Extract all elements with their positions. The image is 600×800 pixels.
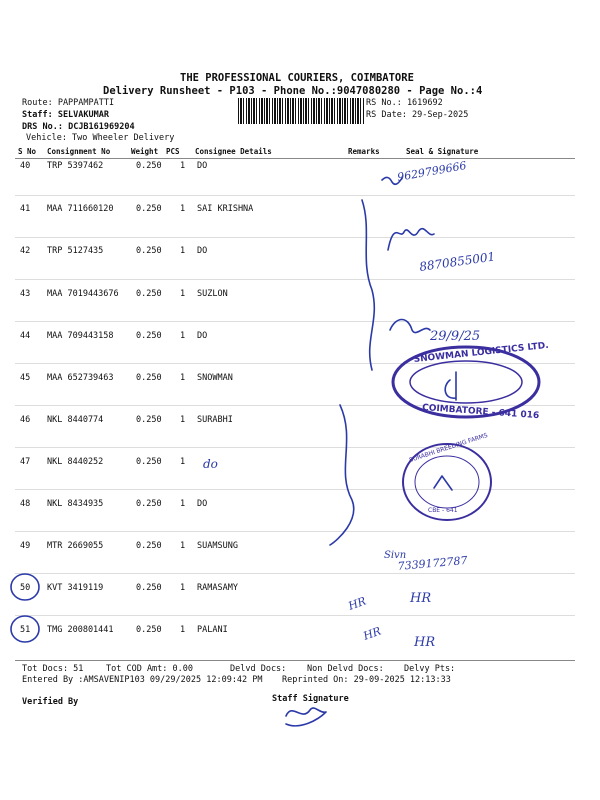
row-weight: 0.250 bbox=[136, 457, 162, 467]
handwritten-phone-1: 9629799666 bbox=[396, 158, 468, 184]
row-consignee: RAMASAMY bbox=[197, 583, 238, 593]
row-sno: 48 bbox=[20, 499, 31, 509]
col-seal-signature: Seal & Signature bbox=[406, 147, 479, 156]
stamp-top-text: SNOWMAN LOGISTICS LTD. bbox=[413, 340, 550, 365]
row-pcs: 1 bbox=[180, 457, 186, 467]
row-consignee: DO bbox=[197, 161, 208, 171]
row-weight: 0.250 bbox=[136, 289, 162, 299]
row-consignment: MAA 652739463 bbox=[47, 373, 114, 383]
signature-mark bbox=[445, 372, 456, 400]
stamp-inner-ring bbox=[410, 361, 522, 403]
handwritten-hr: HR bbox=[414, 635, 436, 650]
reprinted-on: Reprinted On: 29-09-2025 12:13:33 bbox=[282, 675, 451, 685]
row-sno: 50 bbox=[20, 583, 31, 593]
row-sno: 43 bbox=[20, 289, 31, 299]
row-pcs: 1 bbox=[180, 415, 186, 425]
non-delvd-docs: Non Delvd Docs: bbox=[307, 664, 384, 674]
row-consignee: SAI KRISHNA bbox=[197, 204, 254, 214]
row-consignment: MAA 709443158 bbox=[47, 331, 114, 341]
handwritten-name: Sivn bbox=[384, 550, 407, 561]
row-consignment: NKL 8440774 bbox=[47, 415, 104, 425]
row-consignment: KVT 3419119 bbox=[47, 583, 104, 593]
col-consignment: Consignment No bbox=[47, 147, 111, 156]
stamp-bottom-text: COIMBATORE - 641 016 bbox=[421, 403, 540, 422]
route-label: Route: PAPPAMPATTI bbox=[22, 98, 115, 108]
row-weight: 0.250 bbox=[136, 583, 162, 593]
row-pcs: 1 bbox=[180, 161, 186, 171]
row-consignee: PALANI bbox=[197, 625, 228, 635]
row-sno: 47 bbox=[20, 457, 31, 467]
row-pcs: 1 bbox=[180, 541, 186, 551]
row-sno: 51 bbox=[20, 625, 31, 635]
row-sno: 45 bbox=[20, 373, 31, 383]
stamp-bottom-text: CBE - 641 bbox=[428, 507, 458, 514]
row-pcs: 1 bbox=[180, 373, 186, 383]
row-consignment: NKL 8440252 bbox=[47, 457, 104, 467]
row-weight: 0.250 bbox=[136, 373, 162, 383]
row-consignee: SNOWMAN bbox=[197, 373, 233, 383]
signature-mark bbox=[390, 320, 430, 333]
delvy-pts: Delvy Pts: bbox=[404, 664, 456, 674]
staff-label: Staff: SELVAKUMAR bbox=[22, 110, 109, 120]
staff-signature-label: Staff Signature bbox=[272, 694, 349, 704]
staff-signature-mark bbox=[286, 708, 326, 726]
row-weight: 0.250 bbox=[136, 625, 162, 635]
row-consignment: MTR 2669055 bbox=[47, 541, 104, 551]
row-consignee: SUAMSUNG bbox=[197, 541, 238, 551]
row-weight: 0.250 bbox=[136, 246, 162, 256]
stamp-top-text: SURABHI BREEDING FARMS bbox=[408, 431, 489, 464]
row-weight: 0.250 bbox=[136, 415, 162, 425]
row-sno: 46 bbox=[20, 415, 31, 425]
row-sno: 42 bbox=[20, 246, 31, 256]
bracket-stroke bbox=[330, 405, 354, 545]
handwritten-date: 29/9/25 bbox=[430, 329, 481, 344]
drs-label-text: DRS No.: bbox=[22, 122, 63, 132]
col-consignee: Consignee Details bbox=[195, 147, 272, 156]
footer-divider bbox=[15, 660, 575, 661]
handwritten-hr: HR bbox=[346, 594, 368, 613]
row-pcs: 1 bbox=[180, 331, 186, 341]
row-sno: 41 bbox=[20, 204, 31, 214]
tot-docs: Tot Docs: 51 bbox=[22, 664, 84, 674]
handwritten-phone-3: 7339172787 bbox=[397, 553, 468, 573]
row-consignee: SURABHI bbox=[197, 415, 233, 425]
row-consignment: TRP 5397462 bbox=[47, 161, 104, 171]
delvd-docs: Delvd Docs: bbox=[230, 664, 287, 674]
row-weight: 0.250 bbox=[136, 161, 162, 171]
verified-by: Verified By bbox=[22, 697, 79, 707]
row-sno: 49 bbox=[20, 541, 31, 551]
drs-number: DCJB161969204 bbox=[68, 122, 135, 132]
row-consignment: TMG 200801441 bbox=[47, 625, 114, 635]
handwritten-hr: HR bbox=[361, 624, 383, 643]
row-weight: 0.250 bbox=[136, 541, 162, 551]
surabhi-stamp bbox=[403, 432, 491, 520]
row-consignment: NKL 8434935 bbox=[47, 499, 104, 509]
entered-by: Entered By :AMSAVENIP103 09/29/2025 12:09:42 PM bbox=[22, 675, 263, 685]
handwritten-phone-2: 8870855001 bbox=[418, 249, 497, 274]
row-consignee: DO bbox=[197, 331, 208, 341]
row-consignee: DO bbox=[197, 499, 208, 509]
circle-mark bbox=[11, 574, 39, 600]
row-pcs: 1 bbox=[180, 204, 186, 214]
vehicle-label: Vehicle: Two Wheeler Delivery bbox=[26, 133, 175, 143]
row-sno: 40 bbox=[20, 161, 31, 171]
bracket-stroke bbox=[362, 200, 374, 370]
row-weight: 0.250 bbox=[136, 499, 162, 509]
row-pcs: 1 bbox=[180, 625, 186, 635]
circle-mark bbox=[11, 616, 39, 642]
row-consignee: DO bbox=[197, 246, 208, 256]
col-sno: S No bbox=[18, 147, 37, 156]
col-pcs: PCS bbox=[166, 147, 180, 156]
row-consignment: TRP 5127435 bbox=[47, 246, 104, 256]
handwritten-do: do bbox=[203, 457, 218, 471]
row-pcs: 1 bbox=[180, 289, 186, 299]
company-title: THE PROFESSIONAL COURIERS, COIMBATORE bbox=[180, 72, 414, 84]
snowman-stamp bbox=[393, 341, 549, 421]
row-weight: 0.250 bbox=[136, 204, 162, 214]
handwritten-hr: HR bbox=[410, 591, 432, 606]
row-pcs: 1 bbox=[180, 246, 186, 256]
row-pcs: 1 bbox=[180, 583, 186, 593]
signature-mark bbox=[434, 476, 452, 490]
rs-date: RS Date: 29-Sep-2025 bbox=[366, 110, 469, 120]
row-pcs: 1 bbox=[180, 499, 186, 509]
signature-mark bbox=[388, 229, 434, 250]
col-weight: Weight bbox=[131, 147, 159, 156]
col-remarks: Remarks bbox=[348, 147, 380, 156]
tot-cod: Tot COD Amt: 0.00 bbox=[106, 664, 193, 674]
row-consignee: SUZLON bbox=[197, 289, 228, 299]
row-weight: 0.250 bbox=[136, 331, 162, 341]
row-sno: 44 bbox=[20, 331, 31, 341]
row-consignment: MAA 7019443676 bbox=[47, 289, 119, 299]
rs-number: RS No.: 1619692 bbox=[366, 98, 443, 108]
runsheet-subtitle: Delivery Runsheet - P103 - Phone No.:9047080280 - Page No.:4 bbox=[103, 85, 483, 97]
row-consignment: MAA 711660120 bbox=[47, 204, 114, 214]
